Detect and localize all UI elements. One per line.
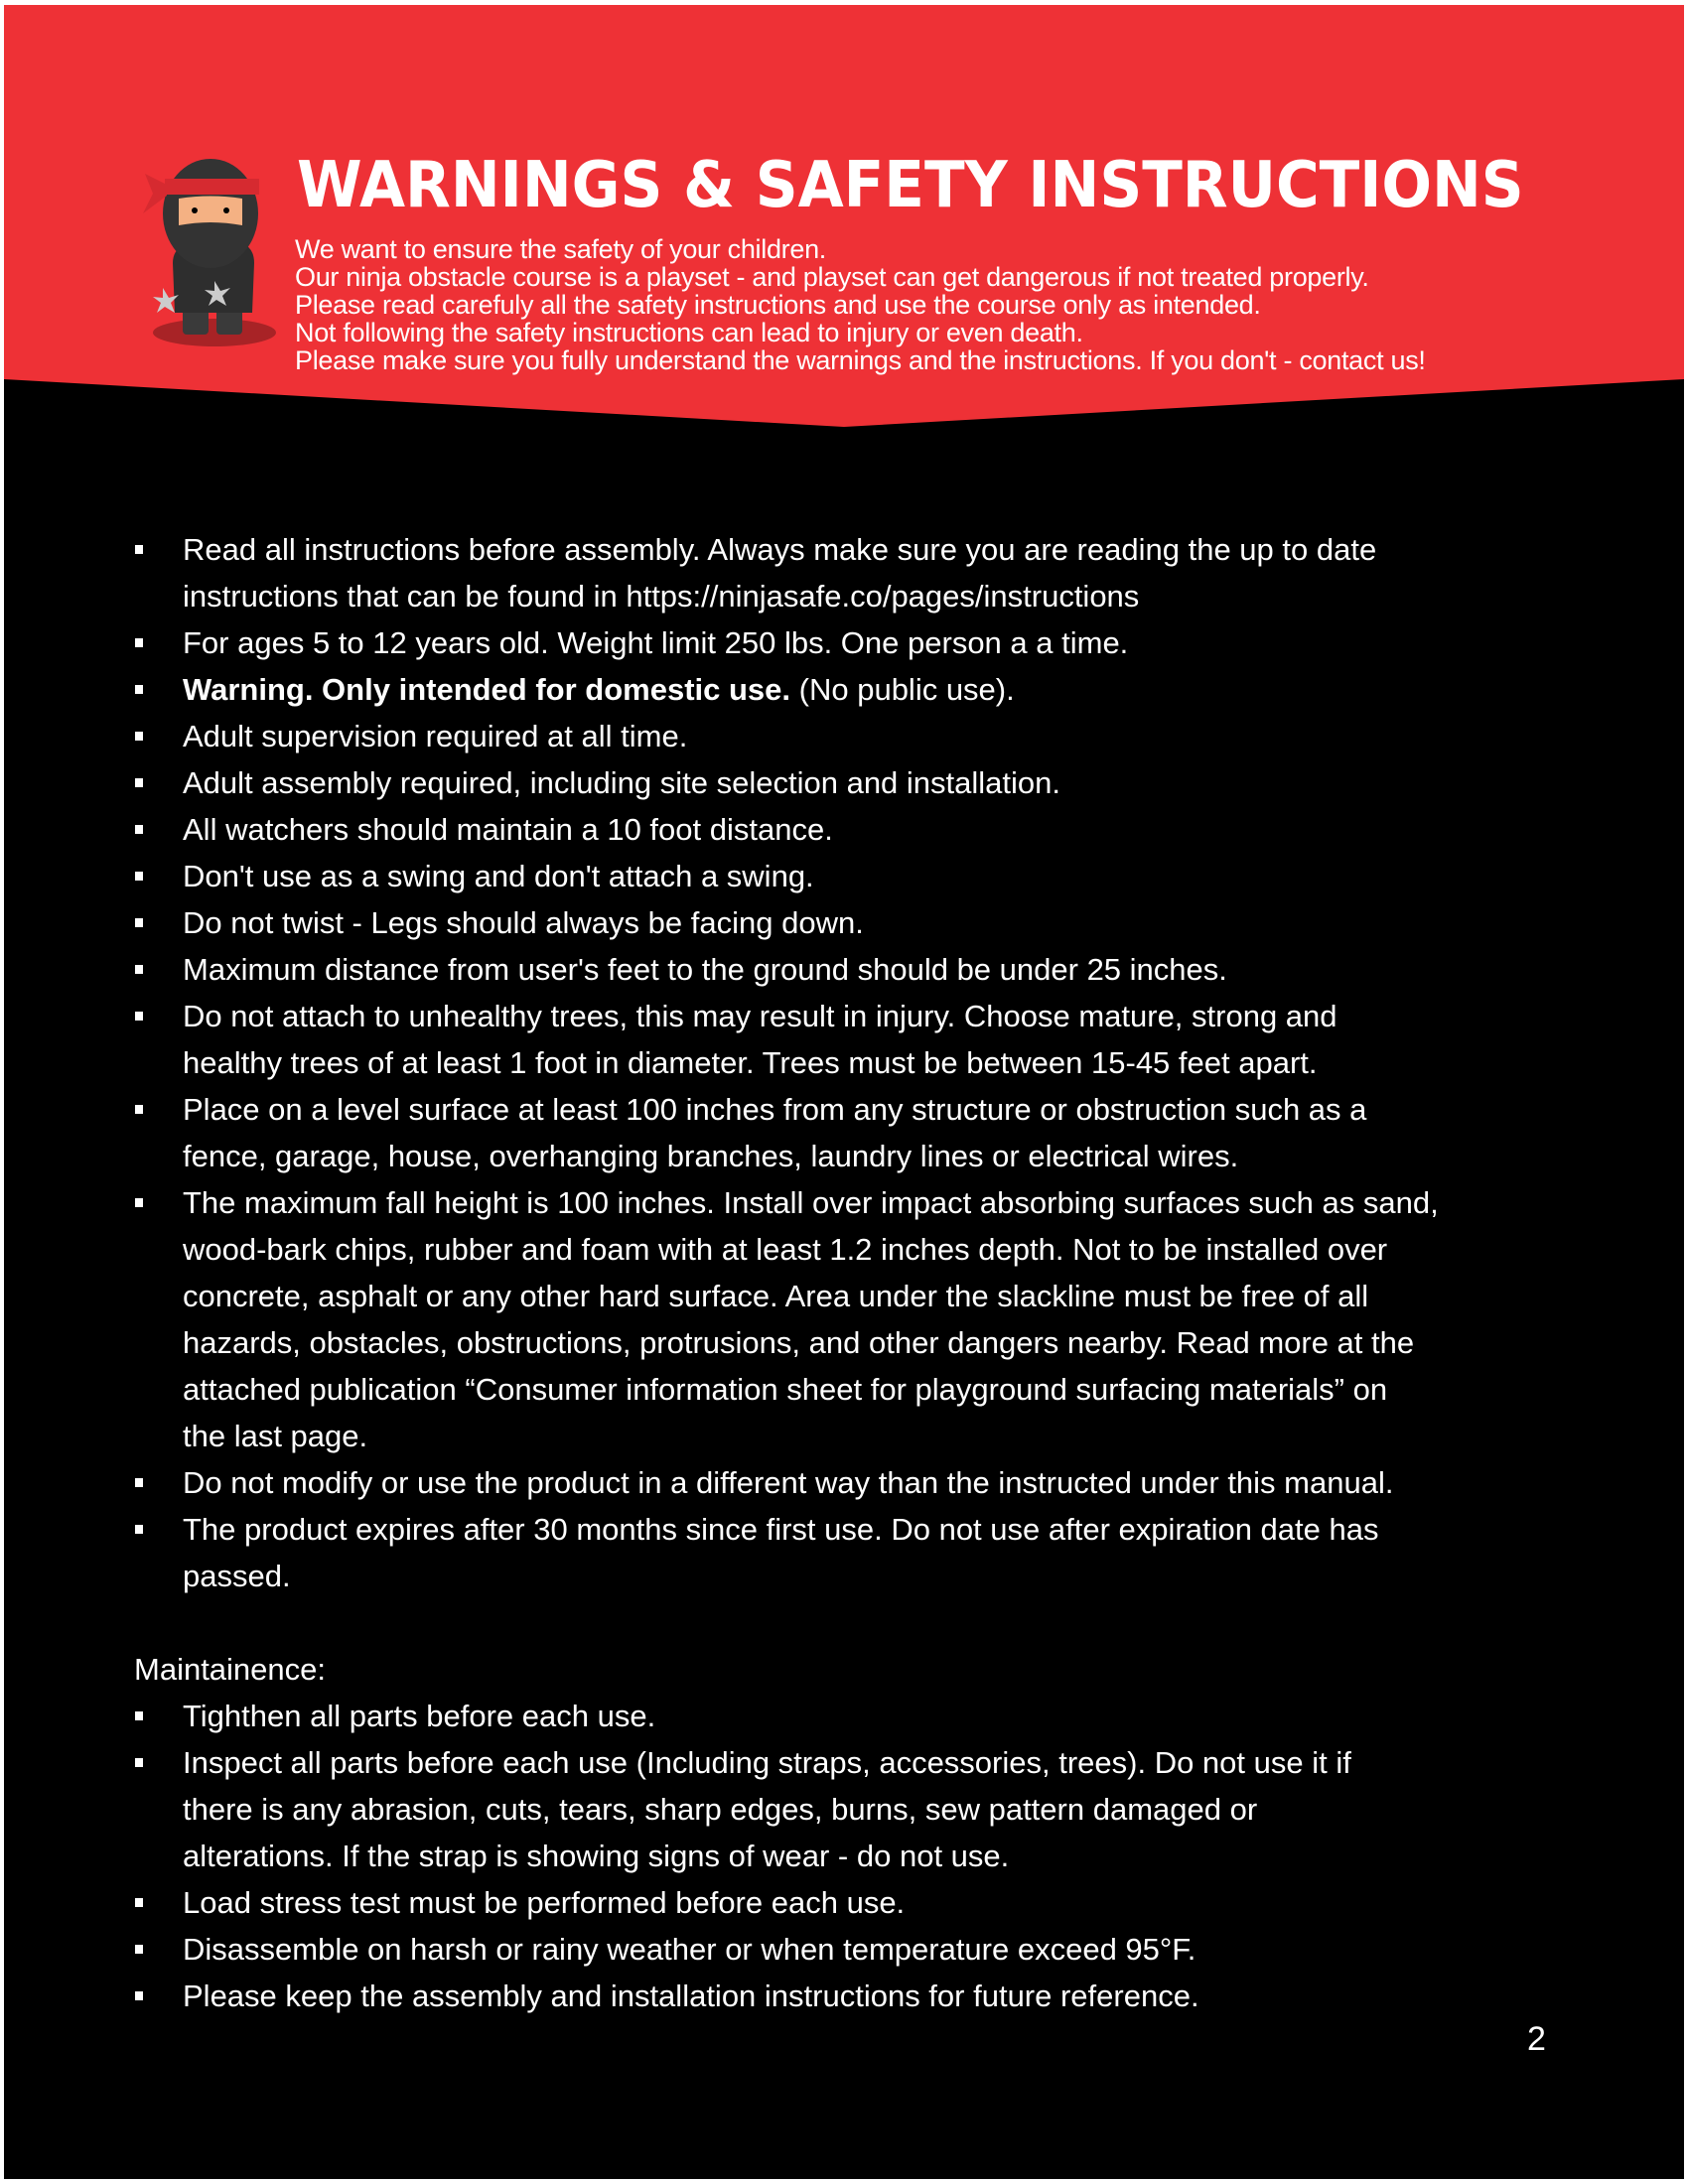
list-item-line: The maximum fall height is 100 inches. Install over impact absorbing surfaces such as sand, [183, 1185, 1439, 1220]
list-item-line [183, 666, 1684, 713]
intro-line: Please make sure you fully understand the warnings and the instructions. If you don't - contact us! [295, 345, 1426, 375]
list-item-line: Disassemble on harsh or rainy weather or when temperature exceed 95°F. [183, 1932, 1196, 1967]
bullet-icon [135, 545, 143, 554]
list-item-line: Don't use as a swing and don't attach a swing. [183, 859, 814, 893]
list-item-line: Inspect all parts before each use (Including straps, accessories, trees). Do not use it if [183, 1745, 1351, 1780]
list-item [4, 993, 1684, 1086]
bullet-icon [135, 1991, 143, 2000]
list-item [4, 899, 1684, 946]
list-item-line: Do not modify or use the product in a different way than the instructed under this manual. [183, 1465, 1394, 1500]
list-item [4, 1926, 1684, 1973]
bullet-icon [135, 1525, 143, 1534]
list-item-line: Please keep the assembly and installation instructions for future reference. [183, 1979, 1199, 2013]
list-item-line: the last page. [183, 1419, 368, 1453]
intro-text [295, 235, 1426, 374]
list-item [4, 853, 1684, 899]
maintenance-heading: Maintainence: [134, 1652, 327, 1687]
list-item [4, 1879, 1684, 1926]
list-item-line: Adult assembly required, including site selection and installation. [183, 765, 1060, 800]
list-item-line: alterations. If the strap is showing signs of wear - do not use. [183, 1839, 1010, 1873]
instructions-content [4, 526, 1684, 2019]
list-item [4, 1086, 1684, 1179]
list-item-line: concrete, asphalt or any other hard surface. Area under the slackline must be free of all [183, 1279, 1369, 1313]
list-item-line: Load stress test must be performed before each use. [183, 1885, 906, 1920]
list-item-line: passed. [183, 1559, 291, 1593]
intro-line: Not following the safety instructions can lead to injury or even death. [295, 318, 1083, 347]
bullet-icon [135, 1711, 143, 1720]
bullet-icon [135, 1012, 143, 1021]
manual-page [4, 5, 1684, 2179]
list-item-line: healthy trees of at least 1 foot in diameter. Trees must be between 15-45 feet apart. [183, 1045, 1318, 1080]
bullet-icon [135, 825, 143, 834]
list-item [4, 1459, 1684, 1506]
list-item [4, 806, 1684, 853]
bullet-icon [135, 778, 143, 787]
list-item [4, 1973, 1684, 2019]
list-item-line: there is any abrasion, cuts, tears, sharp edges, burns, sew pattern damaged or [183, 1792, 1258, 1827]
warnings-list [4, 526, 1684, 1599]
list-item [4, 1506, 1684, 1599]
page-title: WARNINGS & SAFETY INSTRUCTIONS [297, 149, 1524, 222]
bullet-icon [135, 1198, 143, 1207]
maintenance-list [4, 1693, 1684, 2019]
bullet-icon [135, 1758, 143, 1767]
bullet-icon [135, 732, 143, 741]
list-item-line: Adult supervision required at all time. [183, 719, 688, 753]
page-number: 2 [1527, 2020, 1546, 2058]
bullet-icon [135, 685, 143, 694]
ninja-mascot-icon [143, 154, 282, 352]
bullet-icon [135, 1105, 143, 1114]
list-item-line: instructions that can be found in https://ninjasafe.co/pages/instructions [183, 579, 1140, 614]
list-item-line: For ages 5 to 12 years old. Weight limit 250 lbs. One person a a time. [183, 625, 1129, 660]
list-item-line: hazards, obstacles, obstructions, protrusions, and other dangers nearby. Read more at the [183, 1325, 1415, 1360]
list-item-line: wood-bark chips, rubber and foam with at least 1.2 inches depth. Not to be installed over [183, 1232, 1388, 1267]
warning-note: (No public use). [790, 672, 1015, 707]
bullet-icon [135, 1478, 143, 1487]
list-item [4, 526, 1684, 619]
list-item-line: Place on a level surface at least 100 inches from any structure or obstruction such as a [183, 1092, 1367, 1127]
list-item [4, 713, 1684, 759]
list-item [4, 1693, 1684, 1739]
list-item-line: Do not twist - Legs should always be facing down. [183, 905, 864, 940]
intro-line: We want to ensure the safety of your children. [295, 234, 826, 264]
list-item-line: Read all instructions before assembly. Always make sure you are reading the up to date [183, 532, 1377, 567]
list-item-line: fence, garage, house, overhanging branches, laundry lines or electrical wires. [183, 1139, 1239, 1173]
list-item [4, 619, 1684, 666]
list-item-line: Tighthen all parts before each use. [183, 1699, 656, 1733]
intro-line: Our ninja obstacle course is a playset - and playset can get dangerous if not treated properly. [295, 262, 1369, 292]
bullet-icon [135, 918, 143, 927]
list-item-line: The product expires after 30 months since first use. Do not use after expiration date has [183, 1512, 1379, 1547]
bold-warning: Warning. Only intended for domestic use. [183, 672, 791, 707]
bullet-icon [135, 1945, 143, 1954]
list-item [4, 946, 1684, 993]
intro-line: Please read carefuly all the safety instructions and use the course only as intended. [295, 290, 1261, 320]
list-item [4, 1739, 1684, 1879]
list-item [4, 666, 1684, 713]
list-item [4, 759, 1684, 806]
list-item-line: All watchers should maintain a 10 foot distance. [183, 812, 833, 847]
list-item [4, 1179, 1684, 1459]
list-item-line: Maximum distance from user's feet to the ground should be under 25 inches. [183, 952, 1227, 987]
bullet-icon [135, 1898, 143, 1907]
bullet-icon [135, 638, 143, 647]
list-item-line: Do not attach to unhealthy trees, this may result in injury. Choose mature, strong and [183, 999, 1337, 1033]
bullet-icon [135, 965, 143, 974]
list-item-line: attached publication “Consumer information sheet for playground surfacing materials” on [183, 1372, 1388, 1407]
bullet-icon [135, 872, 143, 881]
